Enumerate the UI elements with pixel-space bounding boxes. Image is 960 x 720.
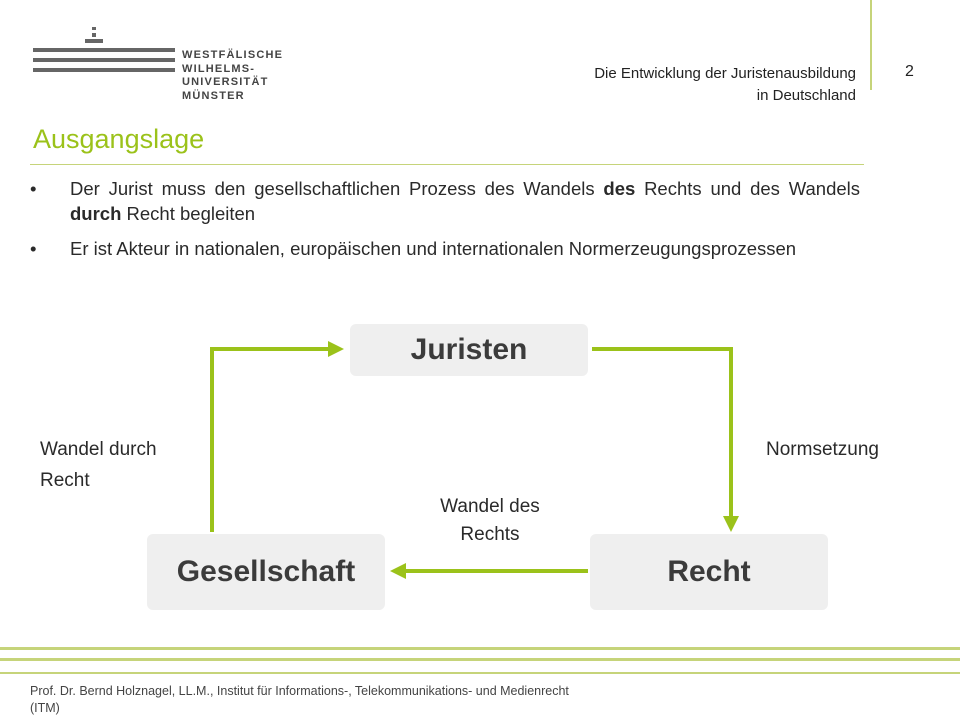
label-wandel-durch-recht	[40, 434, 220, 496]
label-wandel-durch-line1: Wandel durch	[40, 439, 157, 460]
node-juristen: Juristen	[350, 324, 588, 376]
arrow-gesellschaft-to-juristen	[212, 349, 336, 532]
footer-credit-line2: (ITM)	[30, 701, 60, 715]
footer-credit-line1: Prof. Dr. Bernd Holznagel, LL.M., Institut für Informations-, Telekommunikations- und Medienrecht	[30, 684, 569, 698]
arrow-juristen-to-recht	[592, 349, 731, 524]
label-wandel-des-line1: Wandel des	[440, 496, 540, 517]
page-number: 2	[905, 63, 914, 80]
bullet-1-text-a: Der Jurist muss den gesellschaftlichen Prozess des Wandels	[70, 178, 604, 199]
footer-rule-3	[0, 672, 960, 674]
bullet-1-text-c: Recht begleiten	[121, 203, 256, 224]
university-name-line1: WESTFÄLISCHE	[182, 49, 284, 61]
label-wandel-durch-line2: Recht	[40, 470, 90, 491]
university-name-line2: WILHELMS-UNIVERSITÄT	[182, 62, 269, 88]
node-gesellschaft: Gesellschaft	[147, 534, 385, 610]
presentation-title-line2: in Deutschland	[756, 87, 856, 104]
bullet-item-2: • Er ist Akteur in nationalen, europäischen und internationalen Normerzeugungsprozessen	[30, 236, 860, 261]
node-recht: Recht	[590, 534, 828, 610]
label-wandel-des-rechts	[400, 493, 580, 549]
label-wandel-des-line2: Rechts	[460, 524, 520, 545]
bullet-1-bold-des: des	[603, 178, 636, 199]
bullet-1-bold-durch: durch	[70, 203, 122, 224]
university-name-line3: MÜNSTER	[182, 89, 245, 102]
footer-rule-2	[0, 658, 960, 661]
label-normsetzung: Normsetzung	[766, 439, 879, 460]
section-title: Ausgangslage	[33, 124, 205, 154]
footer-rule-1	[0, 647, 960, 650]
presentation-title-line1: Die Entwicklung der Juristenausbildung	[594, 65, 856, 82]
footer-credit	[30, 683, 750, 717]
bullet-1-text-b: Rechts und des Wandels	[635, 178, 861, 199]
